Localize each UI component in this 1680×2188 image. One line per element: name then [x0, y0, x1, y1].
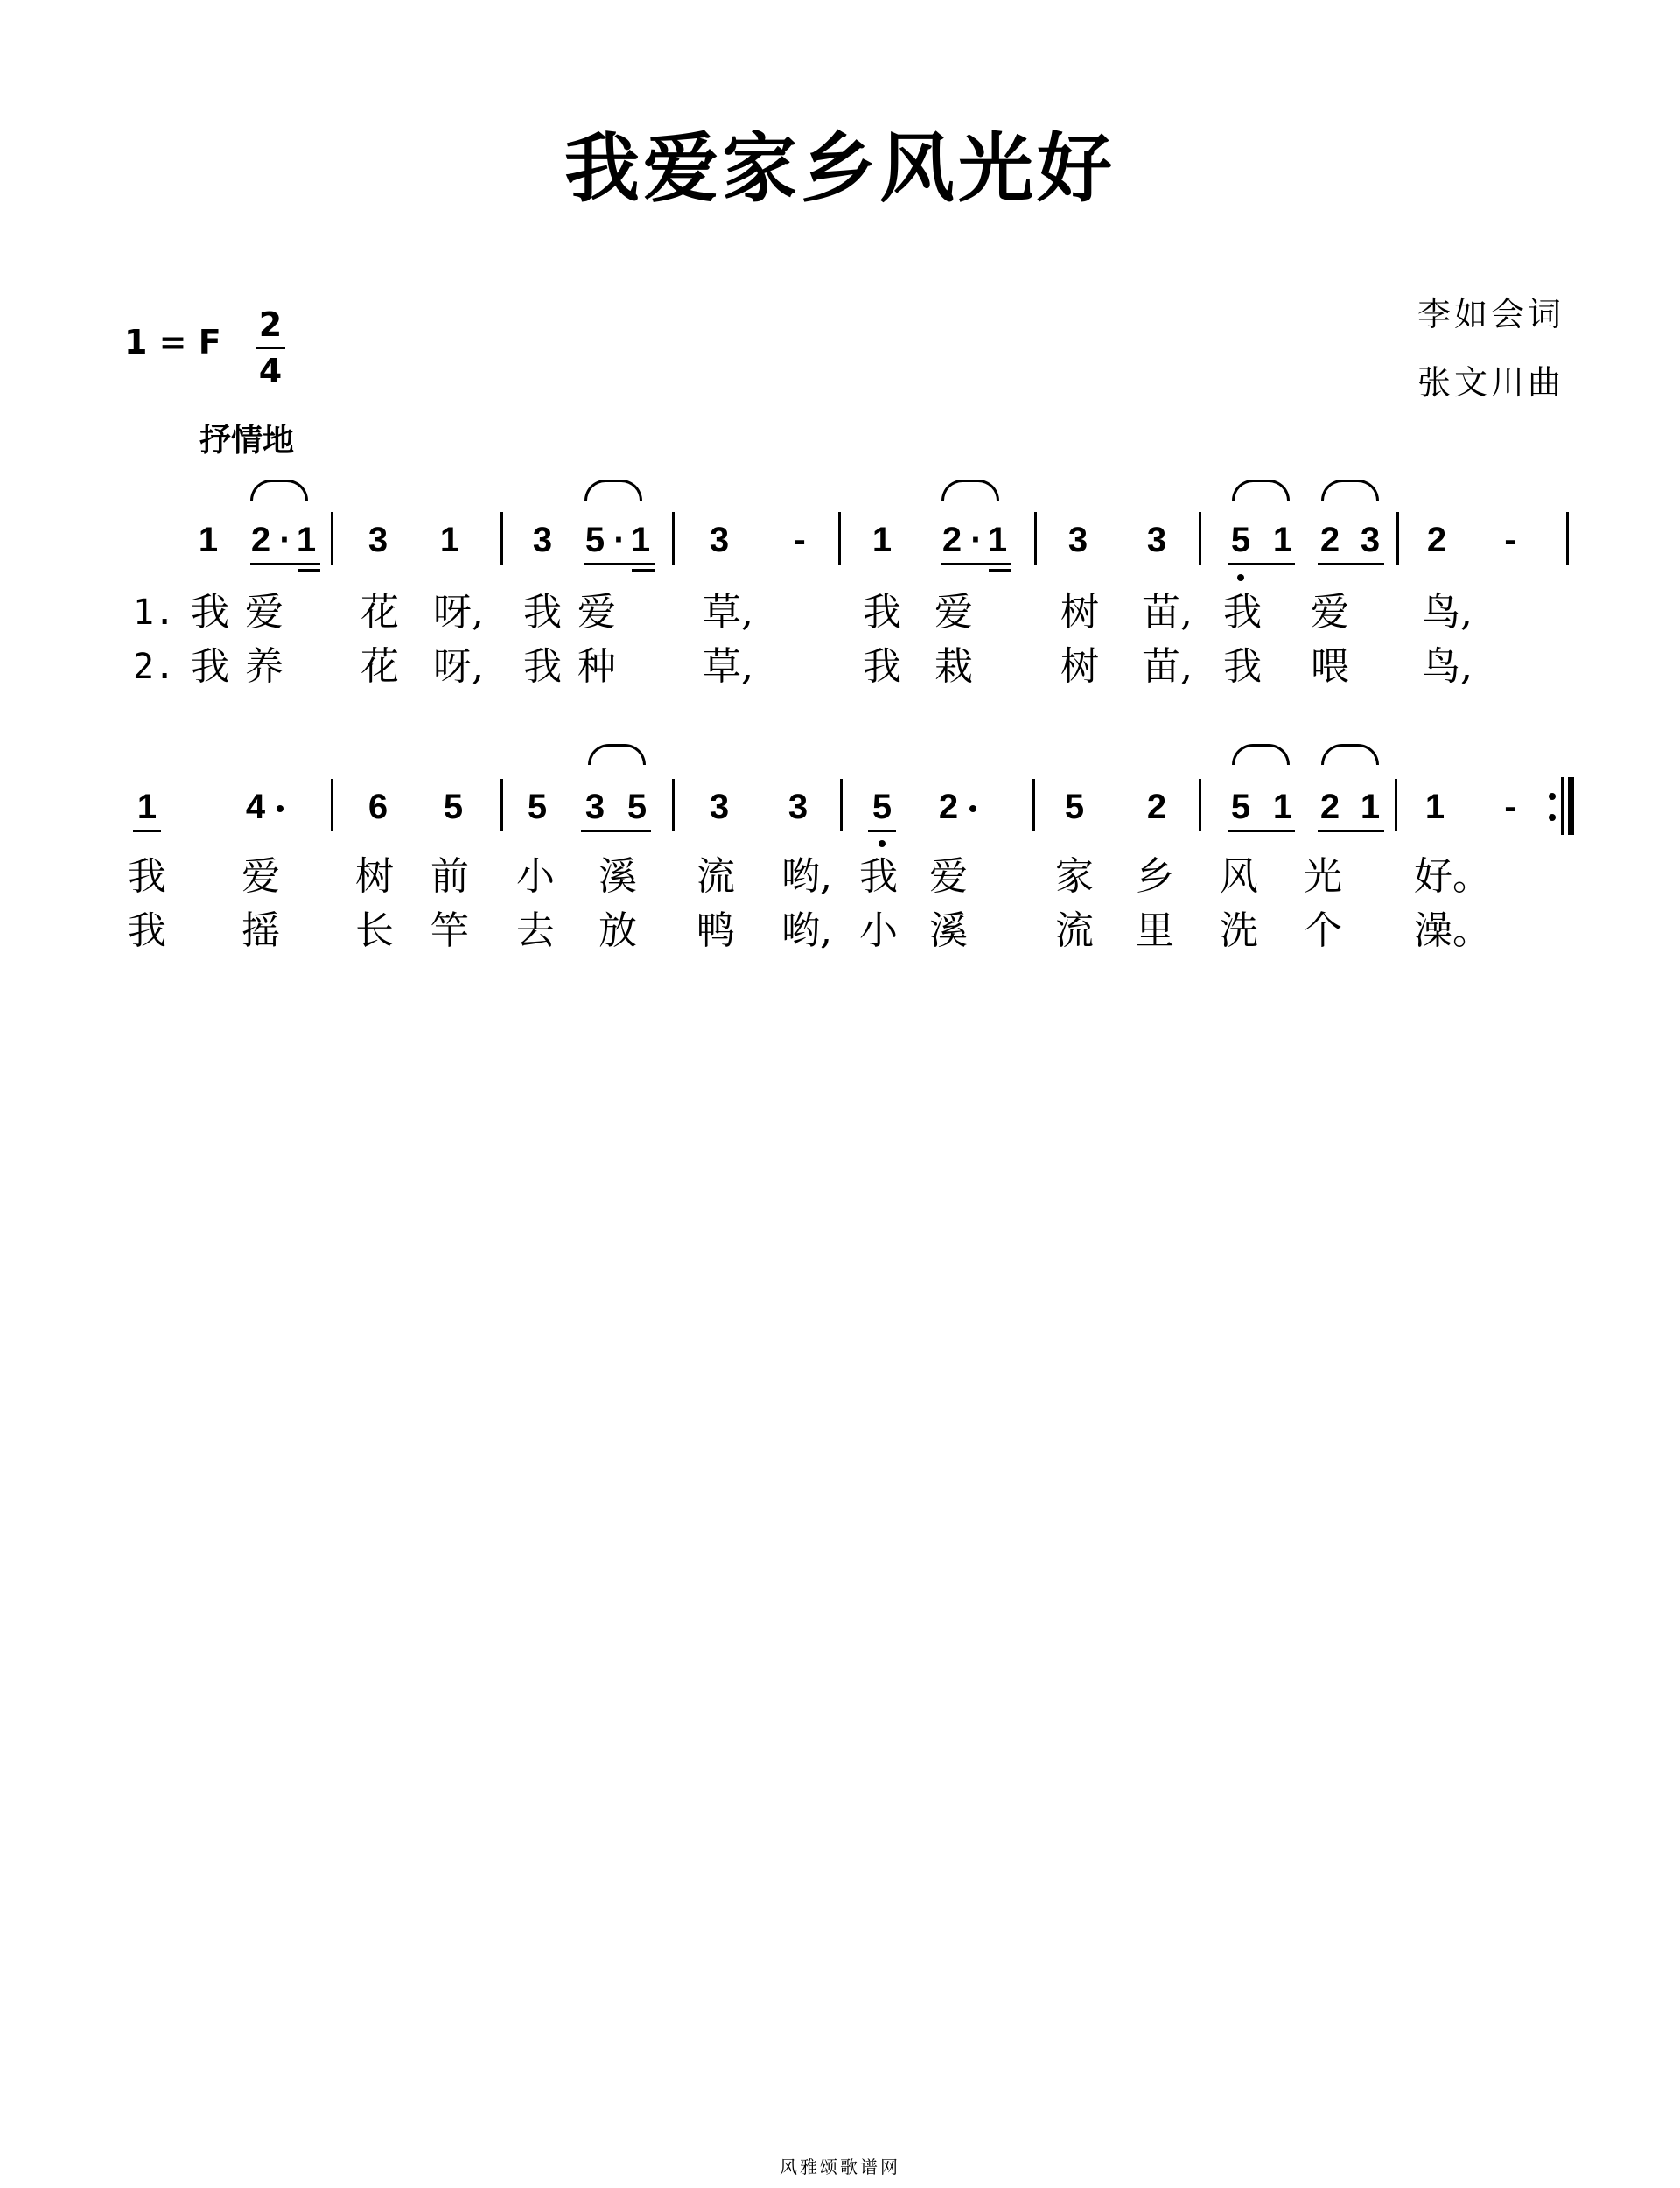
dash: -	[794, 521, 806, 559]
note: 1	[1360, 788, 1381, 826]
slur	[1321, 480, 1379, 501]
lyric: 家	[1055, 854, 1094, 899]
key-signature: 1 = F	[124, 323, 221, 361]
lyric: 树	[355, 854, 394, 899]
note: 3	[584, 788, 606, 826]
note: 1	[296, 521, 317, 559]
lyric: 小	[859, 908, 898, 953]
slur	[584, 480, 642, 501]
slur	[1232, 744, 1290, 765]
note: 3	[1068, 521, 1088, 559]
lyric: 我	[128, 854, 166, 899]
song-title: 我爱家乡风光好	[564, 125, 1116, 213]
lyric: 小	[516, 854, 555, 899]
bar-line	[331, 512, 333, 565]
lyric: 我	[523, 590, 562, 635]
lyric: 草,	[703, 644, 753, 689]
note: 5	[1064, 788, 1085, 826]
note: 3	[788, 788, 808, 826]
note: 1	[1424, 788, 1446, 826]
dash: -	[1504, 788, 1516, 826]
lyric: 鸭	[696, 908, 735, 953]
repeat-dot	[1549, 793, 1556, 800]
repeat-thick-bar	[1568, 777, 1574, 835]
lyric: 好。	[1414, 854, 1491, 899]
bar-line	[838, 512, 841, 565]
note: 3	[709, 521, 730, 559]
lyric: 放	[598, 908, 637, 953]
lyric: 溪	[598, 854, 637, 899]
lyric: 我	[191, 590, 229, 635]
lyric: 哟,	[781, 854, 832, 899]
beam	[942, 563, 1012, 565]
note: 5	[626, 788, 648, 826]
beam	[868, 830, 896, 832]
lyric: 栽	[934, 644, 973, 689]
lyric: 我	[863, 590, 901, 635]
note: 6	[368, 788, 388, 826]
note: 5	[584, 521, 606, 559]
bar-line	[1395, 779, 1397, 831]
note: 1	[987, 521, 1008, 559]
lyric: 我	[859, 854, 898, 899]
lyric: 里	[1136, 908, 1174, 953]
augmentation-dot	[276, 805, 284, 812]
lyric: 鸟,	[1422, 644, 1473, 689]
lyric: 个	[1304, 908, 1342, 953]
lyric: 竿	[430, 908, 469, 953]
low-octave-dot	[1237, 574, 1244, 581]
beam	[133, 830, 161, 832]
note: 5	[1230, 521, 1251, 559]
beam	[584, 563, 654, 565]
note: 5	[443, 788, 464, 826]
time-signature-top: 2	[258, 305, 283, 344]
lyric: 哟,	[781, 908, 832, 953]
note: 2	[1320, 521, 1340, 559]
note: 5	[872, 788, 892, 826]
bar-line	[840, 779, 843, 831]
time-signature-bottom: 4	[258, 352, 283, 390]
note: 1	[1272, 788, 1293, 826]
lyric: 摇	[242, 908, 280, 953]
note: 2	[1426, 521, 1447, 559]
note: 2	[1320, 788, 1340, 826]
lyric: 爱	[934, 590, 973, 635]
augmentation-dot	[970, 805, 976, 812]
note: 2	[250, 521, 271, 559]
bar-line	[331, 779, 333, 831]
repeat-thin-bar	[1561, 777, 1564, 835]
note: 3	[532, 521, 553, 559]
note: 4	[245, 788, 266, 826]
note-dot: ·	[613, 521, 626, 559]
note: 2	[942, 521, 962, 559]
bar-line	[1199, 512, 1201, 565]
lyric: 我	[1223, 590, 1262, 635]
note: 2	[1146, 788, 1167, 826]
beam-double	[632, 569, 654, 572]
low-octave-dot	[878, 840, 886, 847]
bar-line	[672, 779, 675, 831]
note: 1	[630, 521, 651, 559]
note: 1	[136, 788, 158, 826]
note: 5	[527, 788, 548, 826]
note: 2	[938, 788, 959, 826]
beam	[581, 830, 651, 832]
note: 1	[1272, 521, 1293, 559]
bar-line	[500, 779, 503, 831]
tempo-marking: 抒情地	[200, 423, 295, 459]
lyric: 我	[863, 644, 901, 689]
time-signature	[256, 305, 285, 390]
bar-line	[672, 512, 675, 565]
lyric: 爱	[578, 590, 616, 635]
lyric: 流	[696, 854, 735, 899]
beam-double	[298, 569, 320, 572]
slur	[1321, 744, 1379, 765]
lyric: 爱	[1311, 590, 1349, 635]
lyric: 前	[430, 854, 469, 899]
beam	[1318, 830, 1384, 832]
bar-line	[500, 512, 503, 565]
lyric: 洗	[1220, 908, 1258, 953]
bar-line	[1396, 512, 1399, 565]
footer-watermark: 风雅颂歌谱网	[780, 2156, 900, 2177]
note-dot: ·	[279, 521, 291, 559]
lyric: 流	[1055, 908, 1094, 953]
time-signature-line	[256, 347, 285, 349]
slur	[250, 480, 308, 501]
bar-line	[1566, 512, 1569, 565]
lyric: 树	[1060, 590, 1099, 635]
lyric: 长	[355, 908, 394, 953]
verse-number: 2.	[133, 647, 176, 687]
lyric: 去	[516, 908, 555, 953]
verse-number: 1.	[133, 593, 176, 633]
bar-line	[1199, 779, 1201, 831]
note-dot: ·	[970, 521, 983, 559]
beam	[1318, 563, 1384, 565]
lyric: 呀,	[433, 590, 484, 635]
note: 3	[1360, 521, 1381, 559]
lyric: 乡	[1136, 854, 1174, 899]
bar-line	[1032, 779, 1035, 831]
lyric: 草,	[703, 590, 753, 635]
lyric: 风	[1220, 854, 1258, 899]
composer-credit: 张文川曲	[1418, 363, 1565, 402]
lyric: 喂	[1311, 644, 1349, 689]
bar-line	[1034, 512, 1037, 565]
beam	[250, 563, 320, 565]
note: 3	[368, 521, 388, 559]
lyric: 养	[245, 644, 284, 689]
lyric: 爱	[929, 854, 968, 899]
lyric: 我	[191, 644, 229, 689]
lyric: 溪	[929, 908, 968, 953]
slur	[588, 744, 646, 765]
note: 3	[709, 788, 730, 826]
lyric: 我	[523, 644, 562, 689]
beam	[1228, 563, 1295, 565]
lyric: 呀,	[433, 644, 484, 689]
lyric: 光	[1304, 854, 1342, 899]
beam-double	[989, 569, 1012, 572]
lyric: 鸟,	[1422, 590, 1473, 635]
slur	[942, 480, 999, 501]
lyric: 花	[360, 644, 399, 689]
lyric: 我	[1223, 644, 1262, 689]
lyric: 花	[360, 590, 399, 635]
lyric: 爱	[245, 590, 284, 635]
note: 5	[1230, 788, 1251, 826]
lyric: 爱	[242, 854, 280, 899]
lyricist-credit: 李如会词	[1418, 295, 1565, 333]
lyric: 树	[1060, 644, 1099, 689]
note: 3	[1146, 521, 1167, 559]
slur	[1232, 480, 1290, 501]
lyric: 澡。	[1414, 908, 1491, 953]
lyric: 种	[578, 644, 616, 689]
note: 1	[872, 521, 892, 559]
dash: -	[1504, 521, 1516, 559]
lyric: 苗,	[1142, 590, 1193, 635]
note: 1	[198, 521, 219, 559]
beam	[1228, 830, 1295, 832]
lyric: 我	[128, 908, 166, 953]
lyric: 苗,	[1142, 644, 1193, 689]
note: 1	[439, 521, 460, 559]
repeat-dot	[1549, 814, 1556, 821]
